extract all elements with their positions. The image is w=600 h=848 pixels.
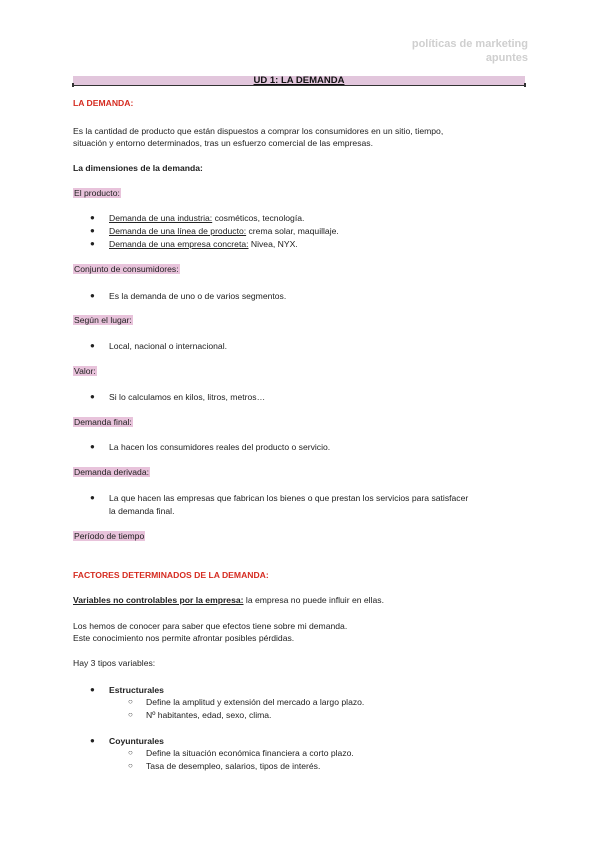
estructurales-item-2: Nº habitantes, edad, sexo, clima. (146, 710, 272, 720)
bullet-icon: ● (90, 239, 95, 248)
list-item-linea: Demanda de una línea de producto: crema solar, maquillaje. (109, 226, 339, 236)
header-line-2: apuntes (485, 52, 528, 64)
label-coyunturales: Coyunturales (109, 736, 164, 746)
sub-bullet-icon: ○ (128, 710, 133, 719)
knowledge-line-1: Los hemos de conocer para saber que efectos tiene sobre mi demanda. (73, 621, 348, 631)
bullet-icon: ● (90, 736, 95, 745)
label-producto: El producto: (74, 188, 120, 198)
label-demanda-derivada: Demanda derivada: (74, 467, 150, 477)
bullet-icon: ● (90, 226, 95, 235)
coyunturales-item-2: Tasa de desempleo, salarios, tipos de interés. (146, 761, 321, 771)
list-item-derivada-line-2: la demanda final. (109, 506, 175, 516)
variables-line: Variables no controlables por la empresa: la empresa no puede influir en ellas. (73, 595, 384, 605)
bullet-icon: ● (90, 493, 95, 502)
label-valor: Valor: (74, 366, 96, 376)
bullet-icon: ● (90, 685, 95, 694)
page-title: UD 1: LA DEMANDA (253, 75, 345, 86)
list-item-empresa: Demanda de una empresa concreta: Nivea, NYX. (109, 239, 298, 249)
label-periodo: Período de tiempo (74, 531, 145, 541)
section-heading-factores: FACTORES DETERMINADOS DE LA DEMANDA: (73, 570, 269, 580)
title-bar-right-mark (524, 83, 526, 87)
bullet-icon: ● (90, 291, 95, 300)
header-line-1: políticas de marketing (411, 38, 528, 50)
list-item-derivada-line-1: La que hacen las empresas que fabrican los bienes o que prestan los servicios para satisfacer (109, 493, 469, 503)
knowledge-line-2: Este conocimiento nos permite afrontar posibles pérdidas. (73, 633, 295, 643)
sub-bullet-icon: ○ (128, 697, 133, 706)
sub-bullet-icon: ○ (128, 761, 133, 770)
bullet-icon: ● (90, 442, 95, 451)
label-lugar: Según el lugar: (74, 315, 132, 325)
tipos-line: Hay 3 tipos variables: (73, 658, 156, 668)
definition-line-1: Es la cantidad de producto que están dispuestos a comprar los consumidores en un sitio, tiempo, (73, 126, 444, 136)
coyunturales-item-1: Define la situación económica financiera a corto plazo. (146, 748, 354, 758)
title-bar-left-mark (72, 83, 74, 87)
bullet-icon: ● (90, 341, 95, 350)
dimensions-heading: La dimensiones de la demanda: (73, 163, 203, 173)
list-item-valor: Si lo calculamos en kilos, litros, metros… (109, 392, 266, 402)
bullet-icon: ● (90, 213, 95, 222)
list-item-conjunto: Es la demanda de uno o de varios segmentos. (109, 291, 287, 301)
bullet-icon: ● (90, 392, 95, 401)
estructurales-item-1: Define la amplitud y extensión del mercado a largo plazo. (146, 697, 365, 707)
title-bar (73, 76, 525, 86)
list-item-industria: Demanda de una industria: cosméticos, tecnología. (109, 213, 305, 223)
label-conjunto: Conjunto de consumidores: (74, 264, 179, 274)
label-demanda-final: Demanda final: (74, 417, 132, 427)
section-heading-demanda: LA DEMANDA: (73, 98, 134, 108)
label-estructurales: Estructurales (109, 685, 164, 695)
definition-line-2: situación y entorno determinados, tras un esfuerzo comercial de las empresas. (73, 138, 373, 148)
list-item-lugar: Local, nacional o internacional. (109, 341, 228, 351)
list-item-final: La hacen los consumidores reales del producto o servicio. (109, 442, 331, 452)
sub-bullet-icon: ○ (128, 748, 133, 757)
document-header (412, 37, 528, 65)
